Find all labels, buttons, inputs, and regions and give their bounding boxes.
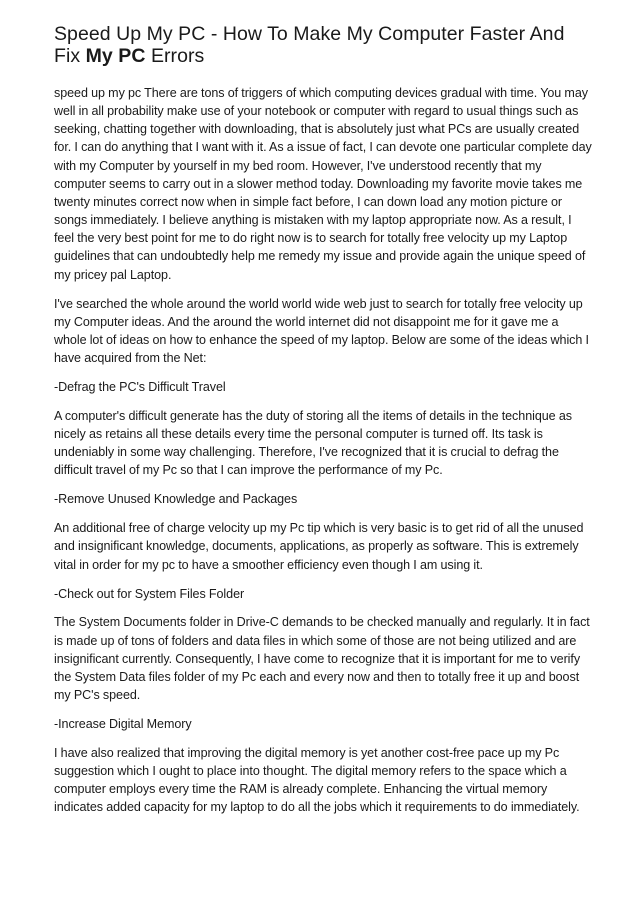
system-files-paragraph: The System Documents folder in Drive-C demands to be checked manually and regularly. It in fact is made up of tons of folders and data files in which some of those are not being utilized and are insignificant currently. Consequently, I have come to recognize that it is important for me to verify the System Data files folder of my Pc each and every now and then to totally free it up and boost my PC's speed. bbox=[54, 615, 590, 703]
page-title bbox=[54, 23, 594, 67]
remove-unused-paragraph: An additional free of charge velocity up my Pc tip which is very basic is to get rid of all the unused and insignificant knowledge, documents, applications, as properly as software. This is extremely vital in order for my pc to have a smoother efficiency even though I am using it. bbox=[54, 521, 584, 572]
title-text-end: Errors bbox=[145, 45, 205, 67]
title-bold-text: My PC bbox=[85, 45, 146, 67]
section-heading-defrag: -Defrag the PC's Difficult Travel bbox=[54, 379, 226, 394]
section-heading-digital-memory: -Increase Digital Memory bbox=[54, 717, 192, 732]
title-text: Speed Up My PC - How To Make My Computer Faster And Fix bbox=[54, 23, 565, 67]
digital-memory-paragraph: I have also realized that improving the digital memory is yet another cost-free pace up my Pc suggestion which I ought to place into thought. The digital memory refers to the space which a computer employs every time the RAM is already complete. Enhancing the virtual memory indicates added capacity for my laptop to do all the jobs which it requirements to do immediately. bbox=[54, 746, 580, 815]
intro-paragraph: speed up my pc There are tons of triggers of which computing devices gradual with time. You may well in all probability make use of your notebook or computer with regard to usual things such as seeking, chatting together with downloading, that is absolutely just what PCs are usually created for. I can do anything that I want with it. As a issue of fact, I can devote one particular complete day with my Computer by yourself in my bed room. However, I've understood recently that my computer seems to carry out in a slower method today. Downloading my favorite movie takes me twenty minutes correct now when in simple fact before, I can down load any motion picture or songs immediately. I believe anything is mistaken with my laptop appropriate now. As a result, I feel the very best point for me to do right now is to search for totally free velocity up my Laptop guidelines that can undoubtedly help me remedy my issue and provide again the unique speed of my pricey pal Laptop. bbox=[54, 86, 592, 282]
document-page bbox=[54, 23, 594, 827]
section-heading-remove-unused: -Remove Unused Knowledge and Packages bbox=[54, 492, 298, 507]
defrag-paragraph: A computer's difficult generate has the duty of storing all the items of details in the technique as nicely as retains all these details every time the personal computer is turned off. Its task is undeniably in some way challenging. Therefore, I've recognized that it is crucial to defrag the difficult travel of my Pc so that I can improve the performance of my Pc. bbox=[54, 408, 572, 478]
ideas-paragraph: I've searched the whole around the world world wide web just to search for totally free velocity up my Computer ideas. And the around the world internet did not disappoint me for it gave me a whole lot of ideas on how to enhance the speed of my laptop. Below are some of the ideas which I have acquired from the Net: bbox=[54, 296, 589, 365]
section-heading-system-files: -Check out for System Files Folder bbox=[54, 586, 245, 601]
